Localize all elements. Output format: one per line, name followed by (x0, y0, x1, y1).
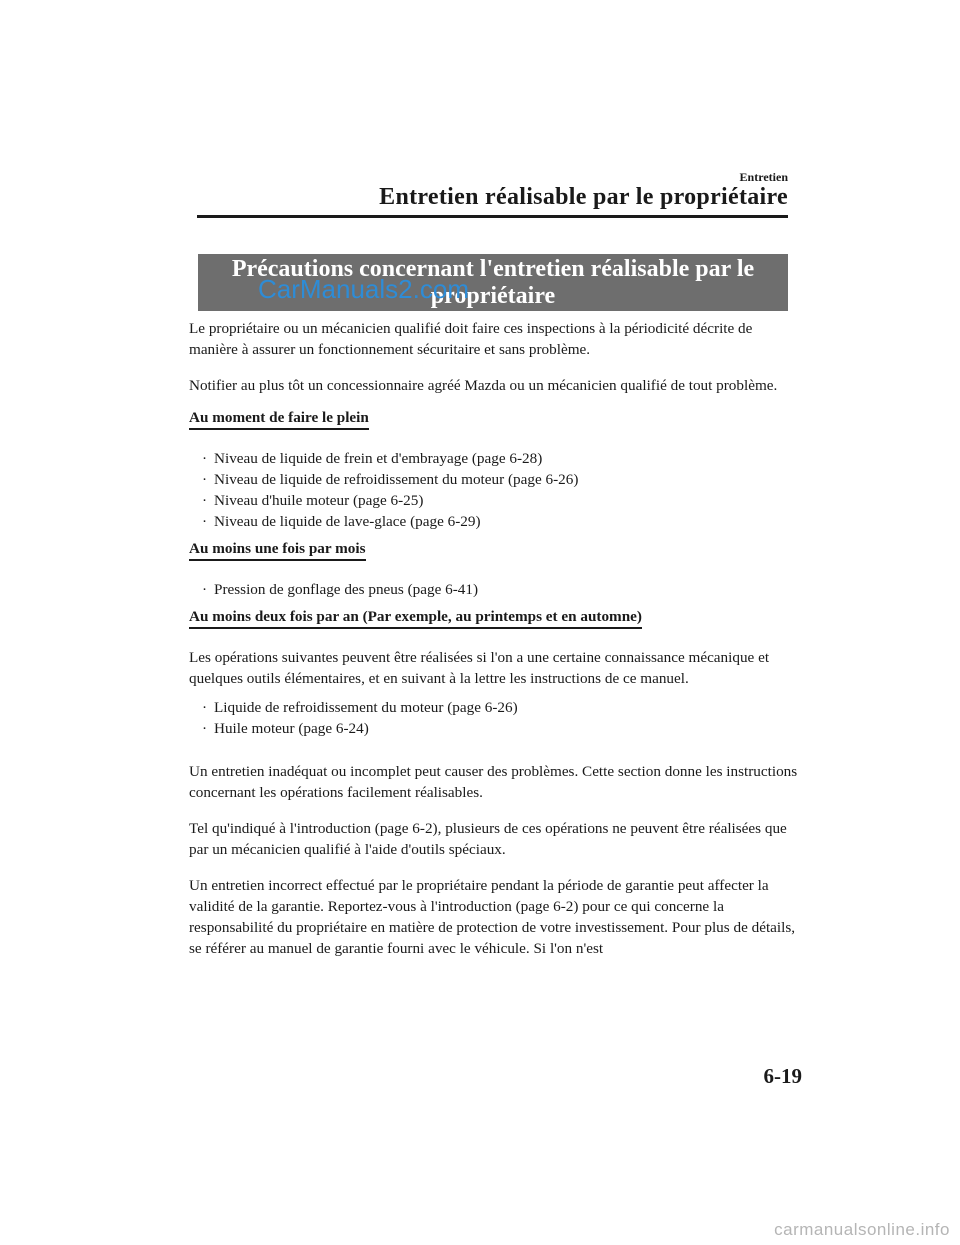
watermark-site: carmanualsonline.info (774, 1220, 950, 1239)
twice-yearly-paragraph: Les opérations suivantes peuvent être réalisées si l'on a une certaine connaissance mécanique et quelques outils élémentaires, et en suivant à la lettre les instructions de ce manuel. (189, 649, 770, 687)
closing-paragraph: Tel qu'indiqué à l'introduction (page 6-2), plusieurs de ces opérations ne peuvent être réalisées que par un mécanicien qualifié à l'aide d'outils spéciaux. (189, 820, 787, 858)
intro-paragraph: Le propriétaire ou un mécanicien qualifié doit faire ces inspections à la périodicité décrite de manière à assurer un fonctionnement sécuritaire et sans problème. (189, 320, 753, 358)
bullet-icon: · (202, 720, 208, 737)
main-content (189, 318, 799, 974)
page-number: 6-19 (763, 1064, 802, 1088)
heading-monthly: Au moins une fois par mois (189, 540, 366, 561)
bullet-icon: · (202, 699, 208, 716)
checklist-monthly (189, 579, 799, 600)
section-title-line2: propriétaire (430, 283, 556, 309)
bullet-icon: · (202, 450, 208, 467)
bullet-icon: · (202, 581, 208, 598)
chapter-label: Entretien (739, 170, 788, 184)
list-item: · Pression de gonflage des pneus (page 6-41) (202, 581, 479, 598)
header-divider (197, 215, 788, 218)
page-header-title: Entretien réalisable par le propriétaire (379, 184, 788, 210)
checklist-refuel (189, 448, 799, 532)
list-item: · Huile moteur (page 6-24) (202, 720, 369, 737)
intro-paragraph: Notifier au plus tôt un concessionnaire agréé Mazda ou un mécanicien qualifié de tout problème. (189, 377, 778, 394)
list-item: · Niveau de liquide de frein et d'embrayage (page 6-28) (202, 450, 543, 467)
bullet-icon: · (202, 513, 208, 530)
list-item: · Niveau de liquide de lave-glace (page 6-29) (202, 513, 481, 530)
heading-refuel: Au moment de faire le plein (189, 409, 369, 430)
list-item: · Niveau d'huile moteur (page 6-25) (202, 492, 424, 509)
list-item: · Niveau de liquide de refroidissement du moteur (page 6-26) (202, 471, 579, 488)
section-title-line1: Précautions concernant l'entretien réalisable par le (231, 256, 755, 282)
closing-paragraph: Un entretien incorrect effectué par le propriétaire pendant la période de garantie peut affecter la validité de la garantie. Reportez-vous à l'introduction (page 6-2) pour ce qui concerne la responsabilité du propriétaire en matière de protection de votre investissement. Pour plus de détails, se référer au manuel de garantie fourni avec le véhicule. Si l'on n'est (189, 877, 796, 957)
bullet-icon: · (202, 492, 208, 509)
list-item: · Liquide de refroidissement du moteur (page 6-26) (202, 699, 518, 716)
closing-paragraph: Un entretien inadéquat ou incomplet peut causer des problèmes. Cette section donne les instructions concernant les opérations facilement réalisables. (189, 763, 798, 801)
watermark-logo: CarManuals2.com (258, 274, 469, 304)
bullet-icon: · (202, 471, 208, 488)
checklist-twice-yearly (189, 697, 799, 739)
heading-twice-yearly: Au moins deux fois par an (Par exemple, au printemps et en automne) (189, 608, 642, 629)
